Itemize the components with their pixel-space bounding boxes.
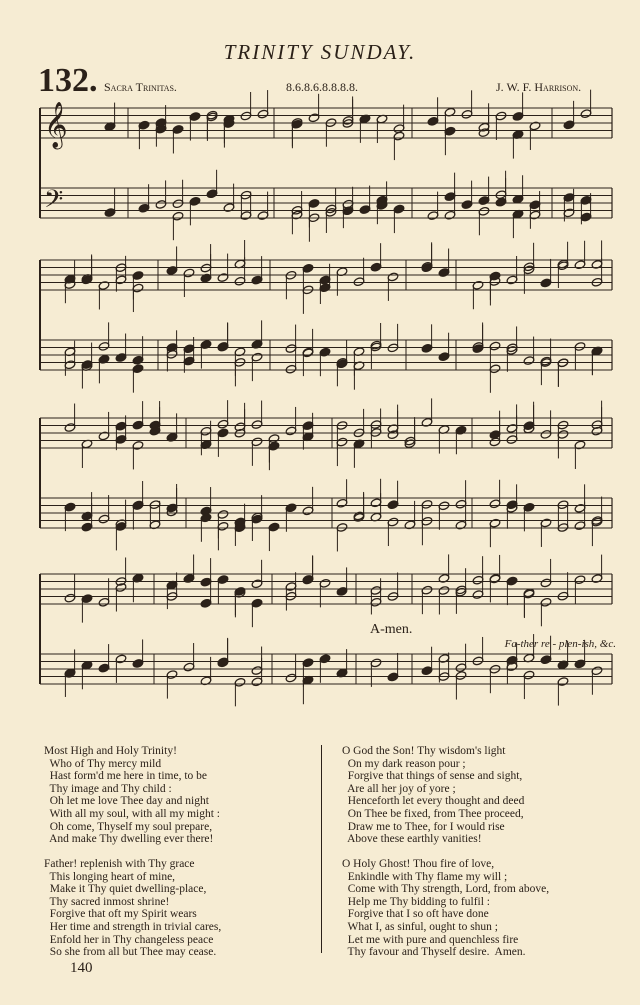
bass-clef-icon: 𝄢: [44, 185, 64, 220]
hymn-number: 132.: [38, 62, 98, 99]
meter: 8.6.8.6.8.8.8.8.: [286, 80, 358, 94]
stanza-2: Father! replenish with Thy grace This longing heart of mine, Make it Thy quiet dwelling-place, Thy sacred inmost shrine! Forgive that oft my Spirit wears Her time and strength in trivial cares, Enfold her in Thy changeless peace So she from all but Thee may cease.: [44, 858, 222, 959]
underlay-text: Fa-ther re - plen-ish, &c.: [504, 638, 616, 650]
composer: J. W. F. Harrison.: [496, 80, 582, 94]
tune-name: Sacra Trinitas.: [104, 80, 177, 94]
stanza-3: O God the Son! Thy wisdom's light On my dark reason pour ; Forgive that things of sense and sight, Are all her joy of yore ; Henceforth let every thought and deed On Thee be fixed, from Thee proceed, Draw me to Thee, for I would rise Above these earthly vanities!: [342, 745, 525, 846]
amen-text: A-men.: [370, 622, 413, 637]
treble-clef-icon: 𝄞: [44, 102, 68, 148]
column-divider: [321, 745, 322, 953]
stanza-1: Most High and Holy Trinity! Who of Thy mercy mild Hast form'd me here in time, to be Thy image and Thy child : Oh let me love Thee day and night With all my soul, with all my might : Oh come, Thyself my soul prepare, And make Thy dwelling ever there!: [44, 745, 220, 846]
stanza-4: O Holy Ghost! Thou fire of love, Enkindle with Thy flame my will ; Come with Thy strength, Lord, from above, Help me Thy bidding to fulfil : Forgive that I so oft have done What I, as sinful, ought to shun ; Let me with pure and quenchless fire Thy favour and Thyself desire. Amen.: [342, 858, 550, 959]
page-number: 140: [70, 960, 93, 976]
page-title: TRINITY SUNDAY.: [223, 40, 417, 64]
